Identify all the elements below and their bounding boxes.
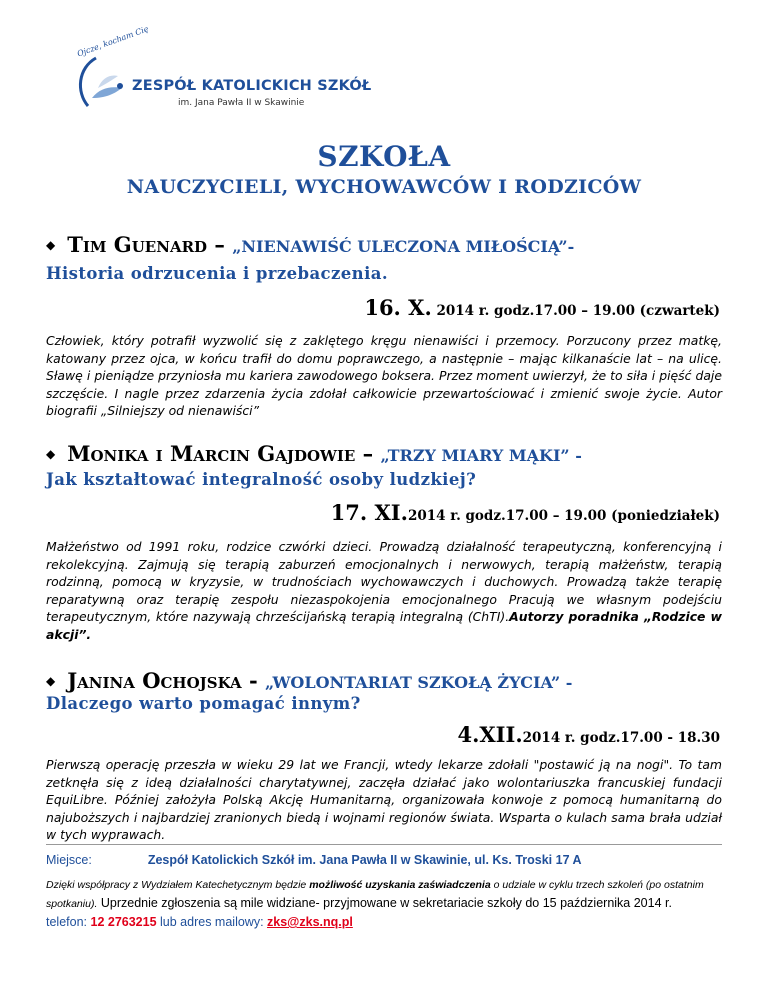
session-2-description-book: Autorzy poradnika „Rodzice w akcji”. xyxy=(46,609,722,642)
email-link[interactable]: zks@zks.nq.pl xyxy=(267,915,353,929)
session-2-speaker: Monika i Marcin Gajdowie xyxy=(67,441,356,466)
diamond-bullet-icon: ◆ xyxy=(46,447,56,461)
session-2-date-time: 2014 r. godz.17.00 – 19.00 (poniedziałek) xyxy=(407,508,720,524)
session-3-heading xyxy=(46,668,572,693)
place-value: Zespół Katolickich Szkół im. Jana Pawła II w Skawinie, ul. Ks. Troski 17 A xyxy=(147,853,582,867)
session-2-description xyxy=(46,538,722,643)
note-registration: Uprzednie zgłoszenia są mile widziane- przyjmowane w sekretariacie szkoły do 15 października 2014 r. xyxy=(97,896,672,910)
session-1-speaker: Tim Guenard xyxy=(67,232,208,257)
session-1-description: Człowiek, który potrafił wyzwolić się z zaklętego kręgu nienawiści i przemocy. Porzucony przez matkę, katowany przez ojca, w końcu trafił do domu poprawczego, a następnie – mając kilkanaście lat – na ulicę. Sławę i pieniądze przyniosła mu kariera zawodowego boksera. Przez moment uwierzył, że to siła i pięść daje szczęście. I nagle przez zdarzenia życia zdołał całkowicie przewartościować i zmienić swoje życie. Autor biografii „Silniejszy od nienawiści” xyxy=(46,333,722,418)
session-2-dash: – xyxy=(355,441,381,466)
footer-note xyxy=(46,876,726,913)
note-text-b: o udziale w cyklu trzech szkoleń (po ostatnim spotkaniu). xyxy=(46,879,704,910)
session-3-speaker: Janina Ochojska xyxy=(67,668,242,693)
session-1-dash: – xyxy=(207,232,233,257)
school-logo xyxy=(70,24,372,118)
diamond-bullet-icon: ◆ xyxy=(46,674,56,688)
session-1-subtitle: Historia odrzucenia i przebaczenia. xyxy=(46,264,388,283)
page-subtitle: NAUCZYCIELI, WYCHOWAWCÓW I RODZICÓW xyxy=(126,176,642,198)
footer-divider xyxy=(46,844,722,845)
phone-number: 12 2763215 xyxy=(90,915,157,929)
place-label: Miejsce: xyxy=(46,853,92,867)
session-3-topic: „WOLONTARIAT SZKOŁĄ ŻYCIA” - xyxy=(265,673,573,692)
logo-school-patron: im. Jana Pawła II w Skawinie xyxy=(178,98,305,108)
session-3-dash: - xyxy=(241,668,266,693)
session-2-date xyxy=(331,500,720,525)
note-certificate: możliwość uzyskania zaświadczenia xyxy=(309,879,491,891)
session-2-date-main: 17. XI. xyxy=(330,500,408,525)
session-1-topic: „NIENAWIŚĆ ULECZONA MIŁOŚCIĄ”- xyxy=(232,237,575,256)
session-3-date-time: 2014 r. godz.17.00 - 18.30 xyxy=(522,730,720,746)
session-2-heading xyxy=(46,441,582,466)
session-1-heading xyxy=(46,232,574,257)
session-3-date-main: 4.XII. xyxy=(457,722,523,747)
session-3-date xyxy=(457,722,720,747)
logo-arc-text: Ojcze, kocham Cię xyxy=(76,24,150,59)
dove-emblem-icon xyxy=(70,48,140,118)
session-1-date-time: 2014 r. godz.17.00 – 19.00 (czwartek) xyxy=(431,303,720,319)
note-text-a: Dzięki współpracy z Wydziałem Katechetycznym będzie xyxy=(46,879,310,891)
session-1-date xyxy=(364,295,720,320)
mail-label: lub adres mailowy: xyxy=(160,915,264,929)
phone-label: telefon: xyxy=(46,915,88,929)
page-title: SZKOŁA xyxy=(317,140,451,173)
session-2-subtitle: Jak kształtować integralność osoby ludzkiej? xyxy=(46,470,477,489)
diamond-bullet-icon: ◆ xyxy=(46,238,56,252)
session-1-date-main: 16. X. xyxy=(364,295,432,320)
footer-place xyxy=(46,853,582,867)
session-3-subtitle: Dlaczego warto pomagać innym? xyxy=(46,694,361,713)
logo-school-name: ZESPÓŁ KATOLICKICH SZKÓŁ xyxy=(132,78,372,94)
session-2-description-text: Małżeństwo od 1991 roku, rodzice czwórki dzieci. Prowadzą działalność terapeutyczną, konferencyjną i rekolekcyjną. Zajmują się terapią zaburzeń emocjonalnych i nerwowych, terapią małżeństw, terapią rodzinną, pomocą w kryzysie, w trudnościach wychowawczych i duchowych. Prowadzą także terapię reparatywną oraz terapię zespołu niezaspokojenia emocjonalnego Pracują we własnym podejściu terapeutycznym, które nazywają chrześcijańską terapią integralną (ChTI). xyxy=(46,539,722,624)
session-3-description: Pierwszą operację przeszła w wieku 29 lat we Francji, wtedy lekarze zdołali "postawić ją na nogi". To tam zetknęła się z ideą działalności charytatywnej, zaczęła działać jako wolontariuszka francuskiej fundacji EquiLibre. Później założyła Polską Akcję Humanitarną, organizowała konwoje z pomocą humanitarną do najuboższych i najbardziej zranionych biedą i wojnami regionów świata. Wsparta o kulach sama brała udział w tych wyprawach. xyxy=(46,757,722,842)
footer-contact xyxy=(46,915,353,929)
session-2-topic: „TRZY MIARY MĄKI” - xyxy=(380,446,582,465)
